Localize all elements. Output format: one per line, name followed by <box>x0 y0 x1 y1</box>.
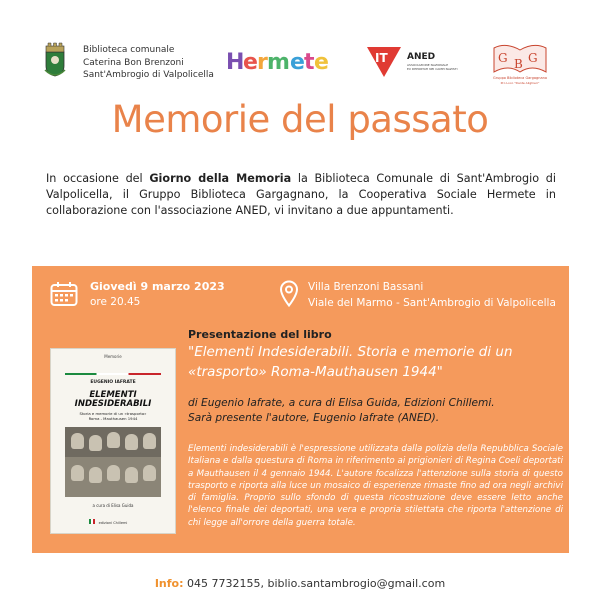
svg-text:m: m <box>267 50 290 75</box>
location-pin-icon <box>279 280 299 308</box>
svg-text:G: G <box>498 51 508 65</box>
book-cover-photo <box>65 427 161 497</box>
book-publisher: edizioni Chillemi <box>98 521 128 525</box>
book-cover-title: ELEMENTI INDESIDERABILI <box>74 390 152 409</box>
book-cover <box>50 348 176 534</box>
book-credits: di Eugenio Iafrate, a cura di Elisa Guida, Edizioni Chillemi. Sarà presente l'autore, Eugenio Iafrate (ANED). <box>188 397 495 424</box>
svg-text:B: B <box>514 57 523 71</box>
book-author: EUGENIO IAFRATE <box>90 380 136 385</box>
venue-name: Villa Brenzoni Bassani <box>308 281 424 293</box>
info-label: Info: <box>154 577 184 590</box>
svg-text:t: t <box>304 50 315 75</box>
svg-text:e: e <box>290 50 305 75</box>
gbg-logo <box>488 42 552 86</box>
event-time: ore 20.45 <box>90 296 141 308</box>
event-date: Giovedì 9 marzo 2023 <box>90 280 225 293</box>
italian-flag-stripe <box>65 373 161 375</box>
municipal-crest-icon <box>43 42 67 78</box>
intro-highlight: Giorno della Memoria <box>149 172 292 185</box>
svg-text:H: H <box>226 50 245 75</box>
hermete-logo <box>224 45 334 75</box>
presentation-label: Presentazione del libro <box>188 328 332 341</box>
library-name: Biblioteca comunale Caterina Bon Brenzoni Sant'Ambrogio di Valpolicella <box>83 45 214 80</box>
svg-text:e: e <box>243 50 258 75</box>
book-title: "Elementi Indesiderabili. Storia e memorie di un «trasporto» Roma-Mauthausen 1944" <box>188 344 513 380</box>
svg-text:e: e <box>314 50 329 75</box>
svg-text:ASSOCIAZIONE NAZIONALE: ASSOCIAZIONE NAZIONALE <box>407 63 449 67</box>
calendar-icon <box>50 281 78 307</box>
svg-text:ANED: ANED <box>407 52 436 62</box>
svg-text:G: G <box>528 51 538 65</box>
svg-text:EX DEPORTATI NEI CAMPI NAZISTI: EX DEPORTATI NEI CAMPI NAZISTI <box>407 67 458 71</box>
venue-address: Viale del Marmo - Sant'Ambrogio di Valpolicella <box>308 297 556 309</box>
aned-logo <box>365 45 465 85</box>
svg-text:Gruppo Biblioteca Gargagnano: Gruppo Biblioteca Gargagnano <box>492 76 548 80</box>
book-description: Elementi indesiderabili è l'espressione utilizzata dalla polizia della Repubblica Sociale Italiana e dalla questura di Roma in riferimento ai prigionieri di Regina Coeli deportati a Mauthausen il 4 gennaio 1944. L'autore focalizza l'attenzione sulla storia di questo trasporto e riporta alla luce un mosaico di esperienze rimaste fino ad ora negli archivi di famiglia. Proprio sullo sfondo di questa ricostruzione deve essere letto anche l'elenco finale dei deportati, una vera e propria stilettata che riporta l'attenzione di chi legge all'orrore della guerra totale. <box>188 444 563 528</box>
svg-text:r: r <box>257 50 268 75</box>
intro-paragraph: In occasione del Giorno della Memoria la Biblioteca Comunale di Sant'Ambrogio di Valpolicella, il Gruppo Biblioteca Gargagnano, la Cooperativa Sociale Hermete in collaborazione con l'associazione ANED, vi invitano a due appuntamenti. <box>46 172 556 217</box>
book-cover-subtitle: Storia e memorie di un «trasporto» Roma - Mauthausen 1944 <box>79 411 147 421</box>
svg-text:IT: IT <box>375 51 388 65</box>
info-text[interactable]: 045 7732155, biblio.santambrogio@gmail.com <box>183 577 446 590</box>
contact-info <box>0 577 600 590</box>
page-title: Memorie del passato <box>111 98 489 141</box>
book-curator: a cura di Elisa Guida <box>92 503 134 508</box>
book-series: Memorie <box>104 354 122 359</box>
svg-text:Pro Loco "Dante Alighieri": Pro Loco "Dante Alighieri" <box>500 81 540 85</box>
